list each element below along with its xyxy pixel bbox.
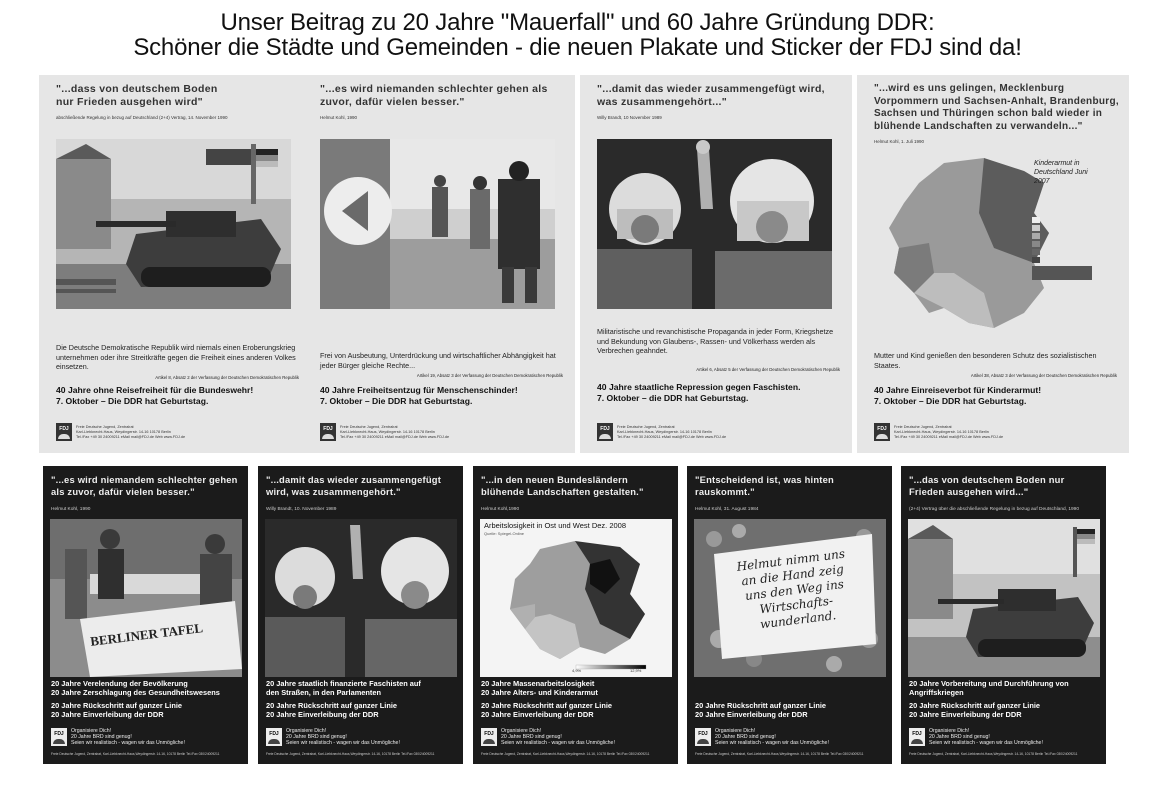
- poster-article: Artikel 19, Absatz 3 der Verfassung der Deutschen Demokratischen Republik: [416, 373, 563, 378]
- poster-bottom-1: [43, 466, 248, 764]
- scale-max-label: 12,9%: [630, 668, 642, 673]
- footer-text: Freie Deutsche Jugend, Zentralrat Karl-Liebknecht-Haus, Weydingerstr. 14-16 10178 Berlin Tel./Fax +49 30 24009211 eMail mail@FDJ.de Web www.FDJ.de: [340, 425, 450, 439]
- fdj-logo: FDJ: [695, 728, 711, 746]
- footer-address: Freie Deutsche Jugend, Zentralrat, Karl-Liebknecht-Haus,Weydingerstr. 14-16, 10178 Berlin Tel./Fax 030/24009211: [266, 752, 435, 756]
- poster-quote: "...wird es uns gelingen, Mecklenburg Vorpommern und Sachsen-Anhalt, Brandenburg, Sachsen und Thüringen schon bald wieder in blühende Landschaften zu verwandeln...": [874, 83, 1119, 132]
- poster-slogan-4: 20 Jahre Einverleibung der DDR: [909, 710, 1022, 719]
- protest-banner-text: Helmut nimm uns an die Hand zeig uns den Weg ins Wirtschafts-wunderland.: [735, 546, 846, 632]
- poster-slogan-1: 40 Jahre Freiheitsentzug für Menschenschinder!: [320, 385, 518, 395]
- fdj-logo: FDJ: [320, 423, 336, 441]
- map-title: Arbeitslosigkeit in Ost und West Dez. 2008: [484, 521, 627, 530]
- poster-slogan-2: den Straßen, in den Parlamenten: [266, 688, 381, 697]
- police-photo: [265, 519, 457, 677]
- footer-address: Freie Deutsche Jugend, Zentralrat, Karl-Liebknecht-Haus,Weydingerstr. 14-16, 10178 Berlin Tel./Fax 030/24009211: [481, 752, 650, 756]
- poster-quote: "...in den neuen Bundesländern blühende Landschaften gestalten.": [481, 474, 644, 497]
- poster-slogan-4: 20 Jahre Einverleibung der DDR: [695, 710, 808, 719]
- tank-photo: [908, 519, 1100, 677]
- footer-text: Freie Deutsche Jugend, Zentralrat Karl-Liebknecht-Haus, Weydingerstr. 14-16 10178 Berlin Tel./Fax +49 30 24009211 eMail mail@FDJ.de Web www.FDJ.de: [617, 425, 727, 439]
- poster-slogan-2: 20 Jahre Zerschlagung des Gesundheitswesens: [51, 688, 220, 697]
- poster-footer: [874, 423, 1119, 445]
- poster-slogan-2: 7. Oktober – Die DDR hat Geburtstag.: [320, 396, 473, 406]
- poster-quote: "...das von deutschem Boden nur Frieden ausgehen wird...": [909, 474, 1065, 497]
- poster-article: Artikel 38, Absatz 3 der Verfassung der Deutschen Demokratischen Republik: [970, 373, 1117, 378]
- poster-quote: "Entscheidend ist, was hinten rauskommt.": [695, 474, 834, 497]
- poster-slogan-1: 20 Jahre Massenarbeitslosigkeit: [481, 679, 595, 688]
- poster-slogan-2: 20 Jahre Alters- und Kinderarmut: [481, 688, 598, 697]
- footer-text: Organisiere Dich! 20 Jahre BRD sind genug! Seien wir realistisch - wagen wir das Unmögliche!: [715, 728, 829, 746]
- scale-min-label: 4,9%: [572, 668, 582, 673]
- poster-slogan-3: 20 Jahre Rückschritt auf ganzer Linie: [481, 701, 613, 710]
- poster-bottom-5: [901, 466, 1106, 764]
- poster-quote: "...damit das wieder zusammengefügt wird, was zusammengehört...": [597, 83, 825, 108]
- poster-attribution: abschließende Regelung in bezug auf Deutschland (2+4) Vertrag, 14. November 1990: [56, 115, 228, 120]
- poster-top-2: [303, 75, 575, 453]
- poster-quote: "...es wird niemandem schlechter gehen als zuvor, dafür vielen besser.": [51, 474, 238, 497]
- poster-slogan-2: Angriffskriegen: [909, 688, 964, 697]
- unemployment-map: [480, 519, 672, 677]
- footer-text: Organisiere Dich! 20 Jahre BRD sind genug! Seien wir realistisch - wagen wir das Unmögliche!: [71, 728, 185, 746]
- poster-footer: [56, 423, 301, 445]
- poster-top-1: [39, 75, 311, 453]
- poster-slogan-2: 7. Oktober – die DDR hat Geburtstag.: [597, 393, 749, 403]
- poster-attribution: (2+4) Vertrag über die abschließende Regelung in bezug auf Deutschland, 1990: [909, 507, 1080, 512]
- poster-footer: [481, 728, 672, 758]
- footer-text: Freie Deutsche Jugend, Zentralrat Karl-Liebknecht-Haus, Weydingerstr. 14-16 10178 Berlin Tel./Fax +49 30 24009211 eMail mail@FDJ.de Web www.FDJ.de: [76, 425, 186, 439]
- poster-footer: [695, 728, 886, 758]
- poster-attribution: Helmut Kohl, 1990: [320, 115, 358, 120]
- poster-attribution: Helmut Kohl, 1990: [51, 507, 91, 512]
- poster-slogan-4: 20 Jahre Einverleibung der DDR: [481, 710, 594, 719]
- map-legend: [1032, 215, 1102, 289]
- food-bank-photo: [50, 519, 242, 677]
- police-photo: [597, 139, 832, 309]
- poster-slogan-3: 20 Jahre Rückschritt auf ganzer Linie: [266, 701, 398, 710]
- poster-body: Die Deutsche Demokratische Republik wird niemals einen Eroberungskrieg unternehmen oder ihre Streitkräfte gegen die Freiheit eines anderen Volkes einsetzen.: [56, 343, 296, 371]
- poster-quote: "...damit das wieder zusammengefügt wird, was zusammengehört.": [266, 474, 442, 497]
- poster-slogan-3: 20 Jahre Rückschritt auf ganzer Linie: [51, 701, 183, 710]
- poster-slogan-1: 40 Jahre Einreiseverbot für Kinderarmut!: [874, 385, 1042, 395]
- fdj-logo: FDJ: [597, 423, 613, 441]
- poster-top-3: [580, 75, 852, 453]
- footer-text: Organisiere Dich! 20 Jahre BRD sind genug! Seien wir realistisch - wagen wir das Unmögliche!: [286, 728, 400, 746]
- poster-body: Frei von Ausbeutung, Unterdrückung und wirtschaftlicher Abhängigkeit hat jeder Bürger gleiche Rechte...: [320, 351, 556, 370]
- poster-article: Artikel 8, Absatz 2 der Verfassung der Deutschen Demokratischen Republik: [155, 375, 299, 380]
- fdj-logo: FDJ: [51, 728, 67, 746]
- headline-line-2: Schöner die Städte und Gemeinden - die neuen Plakate und Sticker der FDJ sind da!: [133, 34, 1022, 61]
- poster-quote: "...dass von deutschem Boden nur Frieden ausgehen wird": [56, 83, 218, 108]
- poster-footer: [266, 728, 457, 758]
- poster-slogan-3: 20 Jahre Rückschritt auf ganzer Linie: [695, 701, 827, 710]
- poster-body: Mutter und Kind genießen den besonderen Schutz des sozialistischen Staates.: [874, 351, 1097, 370]
- child-poverty-map: [874, 153, 1109, 333]
- poster-footer: [320, 423, 565, 445]
- poster-slogan-1: 20 Jahre Verelendung der Bevölkerung: [51, 679, 188, 688]
- footer-text: Freie Deutsche Jugend, Zentralrat Karl-Liebknecht-Haus, Weydingerstr. 14-16 10178 Berlin Tel./Fax +49 30 24009211 eMail mail@FDJ.de Web www.FDJ.de: [894, 425, 1004, 439]
- footer-text: Organisiere Dich! 20 Jahre BRD sind genug! Seien wir realistisch - wagen wir das Unmögliche!: [501, 728, 615, 746]
- poster-attribution: Helmut Kohl,1990: [481, 507, 520, 512]
- poster-bottom-3: [473, 466, 678, 764]
- headline-line-1: Unser Beitrag zu 20 Jahre "Mauerfall" und 60 Jahre Gründung DDR:: [220, 9, 935, 36]
- poster-slogan-1: 40 Jahre ohne Reisefreiheit für die Bundeswehr!: [56, 385, 254, 395]
- footer-text: Organisiere Dich! 20 Jahre BRD sind genug! Seien wir realistisch - wagen wir das Unmögliche!: [929, 728, 1043, 746]
- tank-photo: [56, 139, 291, 309]
- footer-address: Freie Deutsche Jugend, Zentralrat, Karl-Liebknecht-Haus,Weydingerstr. 14-16, 10178 Berlin Tel./Fax 030/24009211: [909, 752, 1078, 756]
- poster-bottom-2: [258, 466, 463, 764]
- fdj-logo: FDJ: [874, 423, 890, 441]
- footer-address: Freie Deutsche Jugend, Zentralrat, Karl-Liebknecht-Haus,Weydingerstr. 14-16, 10178 Berlin Tel./Fax 030/24009211: [695, 752, 864, 756]
- poster-slogan-4: 20 Jahre Einverleibung der DDR: [266, 710, 379, 719]
- poster-slogan-2: 7. Oktober – Die DDR hat Geburtstag.: [874, 396, 1027, 406]
- poster-slogan-1: 40 Jahre staatliche Repression gegen Faschisten.: [597, 382, 801, 392]
- fdj-logo: FDJ: [481, 728, 497, 746]
- poster-slogan-2: 7. Oktober – Die DDR hat Geburtstag.: [56, 396, 209, 406]
- poster-top-4: [857, 75, 1129, 453]
- fdj-logo: FDJ: [56, 423, 72, 441]
- poster-quote: "...es wird niemanden schlechter gehen als zuvor, dafür vielen besser.": [320, 83, 548, 108]
- poster-slogan-3: 20 Jahre Rückschritt auf ganzer Linie: [909, 701, 1041, 710]
- footer-address: Freie Deutsche Jugend, Zentralrat, Karl-Liebknecht-Haus,Weydingerstr. 14-16, 10178 Berlin Tel./Fax 030/24009211: [51, 752, 220, 756]
- map-source: Quelle: Spiegel-Online: [484, 531, 525, 536]
- poster-attribution: Helmut Kohl, 31. August 1984: [695, 507, 759, 512]
- poster-slogan-4: 20 Jahre Einverleibung der DDR: [51, 710, 164, 719]
- poster-footer: [909, 728, 1100, 758]
- poster-body: Militaristische und revanchistische Propaganda in jeder Form, Kriegshetze und Bekundung von Glaubens-, Rassen- und Völkerhass werden als Verbrechen geahndet.: [597, 327, 834, 355]
- demonstration-photo: [694, 519, 886, 677]
- office-photo: [320, 139, 555, 309]
- poster-attribution: Willy Brandt, 10. November 1989: [266, 507, 337, 512]
- poster-bottom-4: [687, 466, 892, 764]
- poster-slogan-1: 20 Jahre Vorbereitung und Durchführung von: [909, 679, 1069, 688]
- poster-article: Artikel 6, Absatz 5 der Verfassung der Deutschen Demokratischen Republik: [696, 367, 840, 372]
- poster-footer: [51, 728, 242, 758]
- poster-footer: [597, 423, 842, 445]
- map-caption: Kinderarmut in Deutschland Juni 2007: [1034, 160, 1088, 185]
- page-headline: [0, 10, 1155, 60]
- poster-attribution: Willy Brandt, 10 November 1989: [597, 115, 662, 120]
- berliner-tafel-sign: BERLINER TAFEL: [89, 620, 204, 649]
- poster-attribution: Helmut Kohl, 1. Juli 1990: [874, 139, 925, 144]
- poster-slogan-1: 20 Jahre staatlich finanzierte Faschisten auf: [266, 679, 421, 688]
- fdj-logo: FDJ: [909, 728, 925, 746]
- fdj-logo: FDJ: [266, 728, 282, 746]
